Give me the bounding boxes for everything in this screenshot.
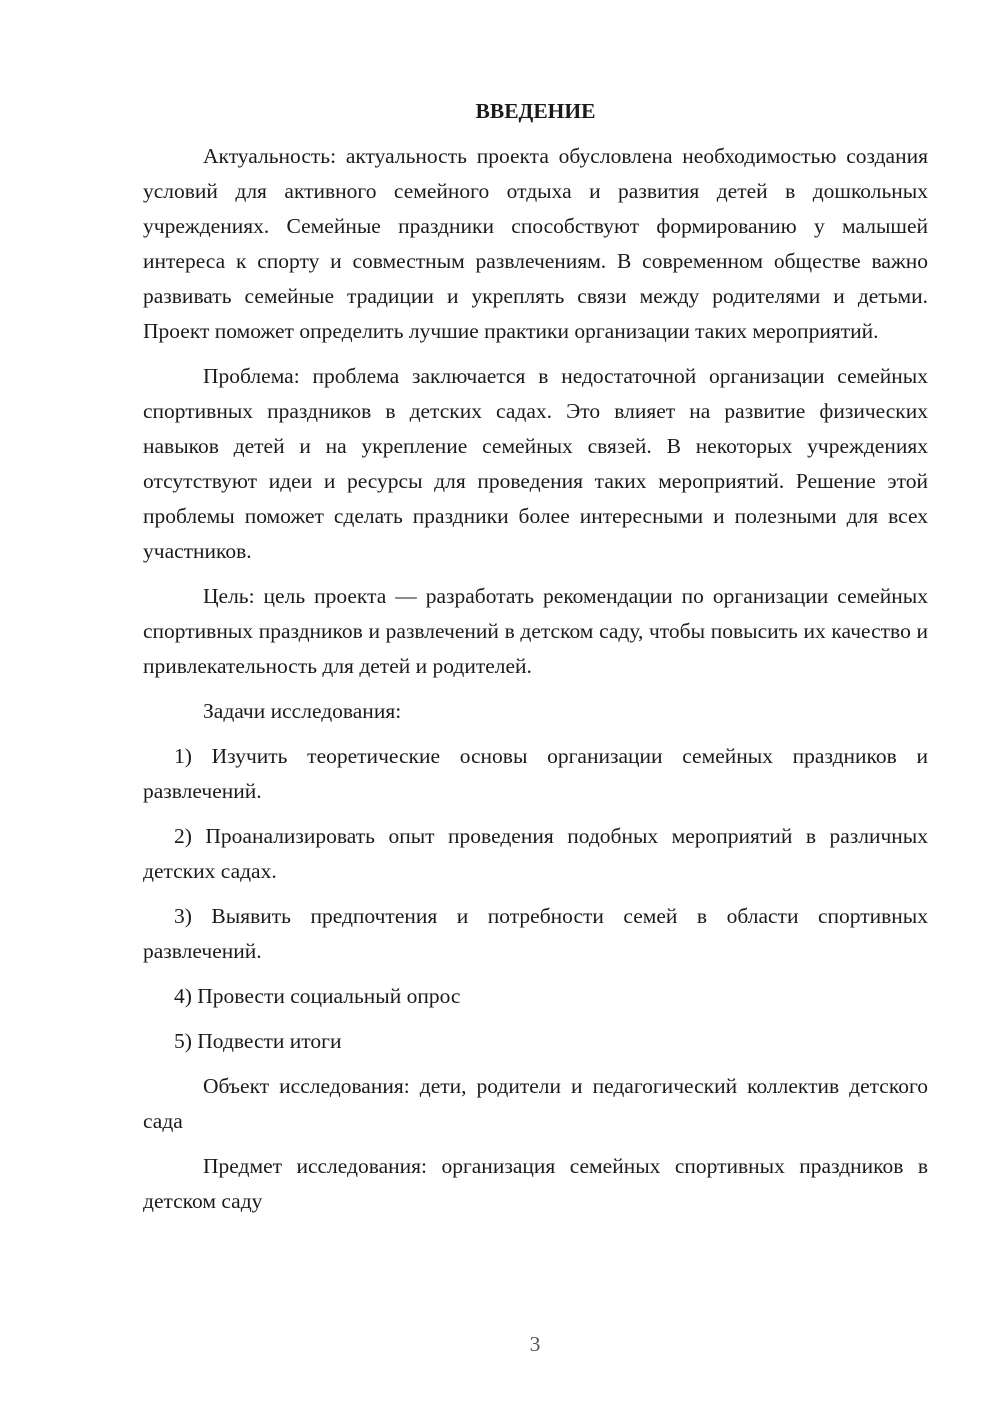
page-number: 3 — [529, 1332, 541, 1356]
page-title: ВВЕДЕНИЕ — [475, 99, 596, 123]
tasks-heading: Задачи исследования: — [203, 699, 402, 723]
task-item-2: 2) Проанализировать опыт проведения подобных мероприятий в различных детских садах. — [143, 824, 928, 883]
document-page — [143, 94, 928, 1229]
task-item-5: 5) Подвести итоги — [174, 1029, 342, 1053]
task-item-4: 4) Провести социальный опрос — [174, 984, 461, 1008]
goal-paragraph: Цель: цель проекта — разработать рекомендации по организации семейных спортивных праздников и развлечений в детском саду, чтобы повысить их качество и привлекательность для детей и родителей. — [143, 584, 928, 678]
subject-paragraph: Предмет исследования: организация семейных спортивных праздников в детском саду — [143, 1154, 928, 1213]
relevance-paragraph: Актуальность: актуальность проекта обусловлена необходимостью создания условий для активного семейного отдыха и развития детей в дошкольных учреждениях. Семейные праздники способствуют формированию у малышей интереса к спорту и совместным развлечениям. В современном обществе важно развивать семейные традиции и укреплять связи между родителями и детьми. Проект поможет определить лучшие практики организации таких мероприятий. — [143, 144, 928, 343]
task-item-3: 3) Выявить предпочтения и потребности семей в области спортивных развлечений. — [143, 904, 928, 963]
problem-paragraph: Проблема: проблема заключается в недостаточной организации семейных спортивных праздников в детских садах. Это влияет на развитие физических навыков детей и на укрепление семейных связей. В некоторых учреждениях отсутствуют идеи и ресурсы для проведения таких мероприятий. Решение этой проблемы поможет сделать праздники более интересными и полезными для всех участников. — [143, 364, 928, 563]
task-item-1: 1) Изучить теоретические основы организации семейных праздников и развлечений. — [143, 744, 928, 803]
object-paragraph: Объект исследования: дети, родители и педагогический коллектив детского сада — [143, 1074, 928, 1133]
